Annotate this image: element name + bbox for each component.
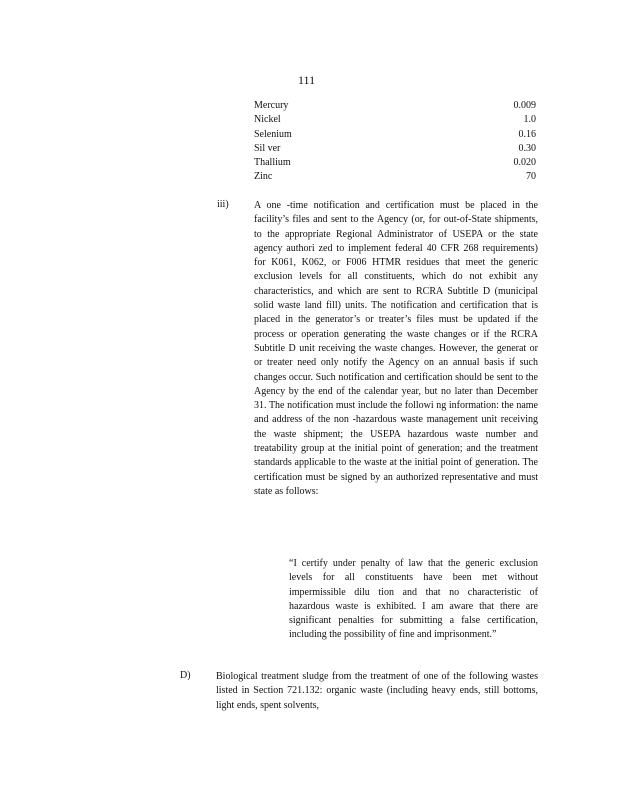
table-cell-value: 0.020 (513, 157, 536, 169)
table-cell-value: 70 (526, 171, 536, 183)
table-row (254, 156, 536, 170)
table-cell-name: Mercury (254, 100, 289, 111)
table-cell-value: 0.30 (518, 142, 536, 154)
table-cell-value: 0.16 (518, 128, 536, 140)
table-row (254, 113, 536, 127)
table-cell-name: Selenium (254, 128, 292, 140)
table-cell-value: 1.0 (523, 114, 536, 126)
table-row (254, 99, 536, 113)
table-cell-name: Sil ver (254, 142, 281, 154)
item-d-paragraph: Biological treatment sludge from the treatment of one of the following wastes listed in Section 721.132: organic waste (including heavy ends, still bottoms, light ends, spent solvents, (216, 671, 538, 711)
item-d-marker: D) (180, 670, 191, 681)
page-number: 111 (298, 73, 316, 87)
limits-table (254, 99, 536, 185)
table-row (254, 128, 536, 142)
item-iii-marker: iii) (217, 199, 229, 210)
table-cell-value: 0.009 (513, 100, 536, 111)
item-iii-paragraph: A one -time notification and certification must be placed in the facility’s files and sent to the Agency (or, for out-of-State shipments, to the appropriate Regional Administrator of USEPA or the state agency authori zed to implement federal 40 CFR 268 requirements) for K061, K062, or F006 HTMR residues that meet the generic exclusion levels for all constituents, which do not exhibit any characteristics, and which are sent to RCRA Subtitle D (municipal solid waste land fill) units. The notification and certification that is placed in the generator’s or treater’s files must be updated if the process or operation generating the waste changes or if the RCRA Subtitle D unit receiving the waste changes. However, the generat or or treater need only notify the Agency on an annual basis if such changes occur. Such notification and certification should be sent to the Agency by the end of the calendar year, but no later than December 31. The notification must include the followi ng information: the name and address of the non -hazardous waste management unit receiving the waste shipment; the USEPA hazardous waste number and treatability group at the initial point of generation; and the treatment standards applicable to the waste at the initial point of generation. The certification must be signed by an authorized representative and must state as follows: (254, 200, 538, 497)
certification-quote: “I certify under penalty of law that the generic exclusion levels for all constituents have been met without impermissible dilu tion and that no characteristic of hazardous waste is exhibited. I am aware that there are significant penalties for submitting a false certification, including the possibility of fine and imprisonment.” (289, 558, 538, 641)
table-row (254, 142, 536, 156)
table-cell-name: Nickel (254, 114, 281, 126)
table-row (254, 170, 536, 184)
table-cell-name: Zinc (254, 171, 273, 183)
table-cell-name: Thallium (254, 157, 291, 169)
